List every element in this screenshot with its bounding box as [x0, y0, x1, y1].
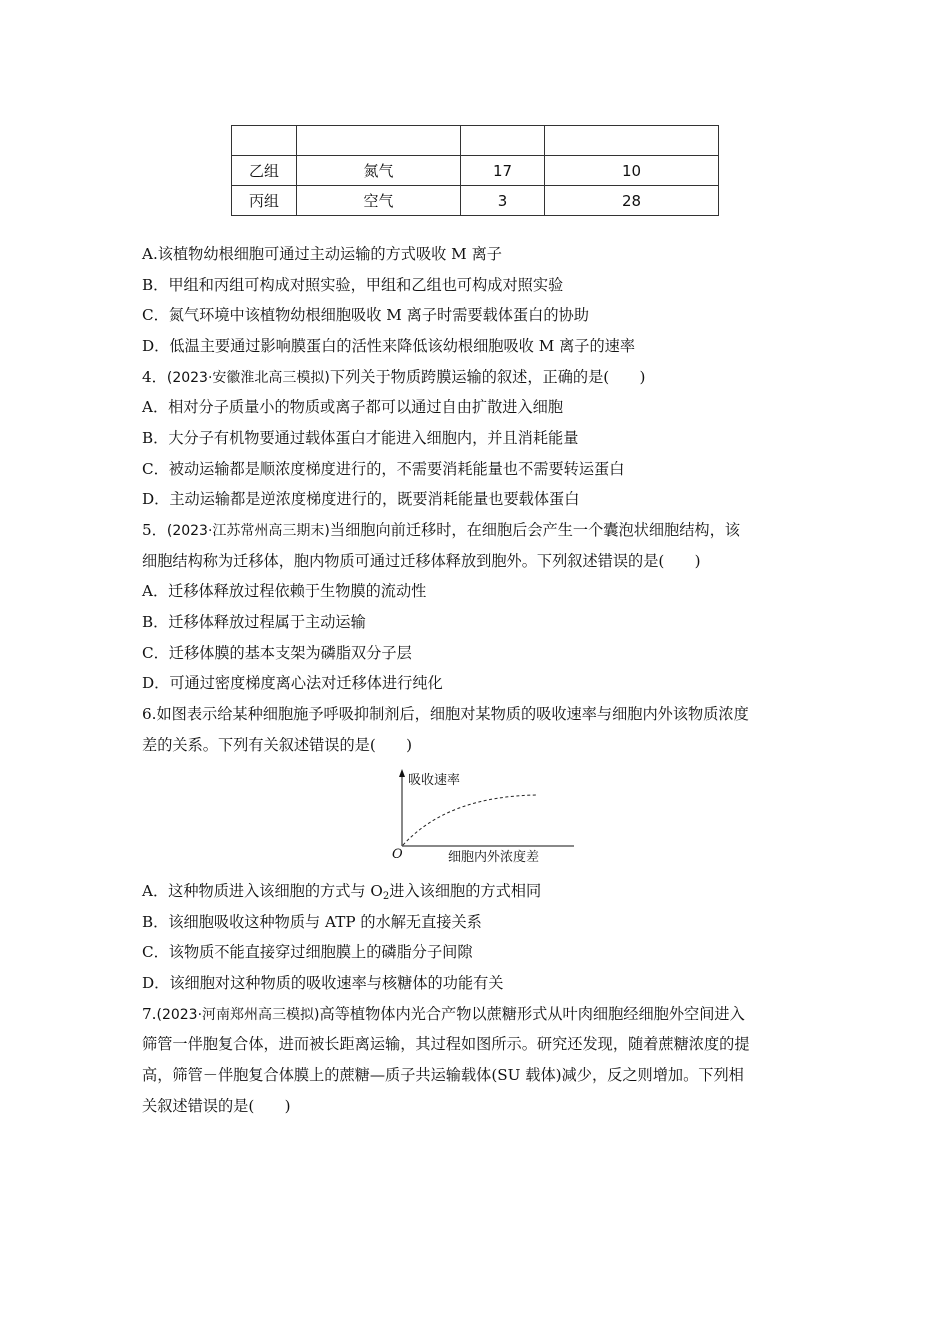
q7-stem-line-1: [142, 1004, 745, 1025]
q5-option-a: A．迁移体释放过程依赖于生物膜的流动性: [142, 582, 427, 600]
y-axis-arrow-icon: [399, 769, 405, 777]
experiment-table: [231, 125, 719, 216]
table-cell: 乙组: [232, 156, 297, 186]
question-text: 下列关于物质跨膜运输的叙述，正确的是( ): [329, 368, 646, 386]
y-axis-label: 吸收速率: [408, 773, 461, 788]
q5-stem-line-1: [142, 520, 740, 541]
x-axis-label: 细胞内外浓度差: [448, 850, 540, 865]
question-text: 高等植物体内光合产物以蔗糖形式从叶肉细胞经细胞外空间进入: [319, 1005, 745, 1023]
q4-option-c: C．被动运输都是顺浓度梯度进行的，不需要消耗能量也不需要转运蛋白: [142, 460, 625, 478]
q5-option-c: C．迁移体膜的基本支架为磷脂双分子层: [142, 644, 412, 662]
absorption-rate-graph: [388, 766, 588, 870]
table-cell: 氮气: [297, 156, 461, 186]
q4-option-a: A．相对分子质量小的物质或离子都可以通过自由扩散进入细胞: [142, 398, 564, 416]
table-row: [232, 126, 719, 156]
q6-option-d: D．该细胞对这种物质的吸收速率与核糖体的功能有关: [142, 974, 504, 992]
q4-option-b: B．大分子有机物要通过载体蛋白才能进入细胞内，并且消耗能量: [142, 429, 579, 447]
table-cell: [232, 126, 297, 156]
q3-option-d: D．低温主要通过影响膜蛋白的活性来降低该幼根细胞吸收 M 离子的速率: [142, 337, 636, 355]
table-cell: 空气: [297, 186, 461, 216]
question-source: (2023·河南郑州高三模拟): [156, 1007, 320, 1023]
q6-option-a: A．这种物质进入该细胞的方式与 $O_2$进入该细胞的方式相同: [142, 882, 542, 902]
question-number: 7.: [142, 1005, 157, 1023]
table-row: [232, 156, 719, 186]
q7-stem-line-3: 高，筛管－伴胞复合体膜上的蔗糖—质子共运输载体(SU 载体)减少，反之则增加。下列相: [142, 1066, 744, 1084]
subscript: 2: [382, 891, 390, 902]
question-number: 5．: [142, 521, 167, 539]
q6-option-b: B．该细胞吸收这种物质与 ATP 的水解无直接关系: [142, 913, 482, 931]
q4-stem: [142, 367, 645, 388]
absorption-curve: [403, 795, 538, 845]
q3-option-c: C．氮气环境中该植物幼根细胞吸收 M 离子时需要载体蛋白的协助: [142, 306, 589, 324]
question-number: 4．: [142, 368, 167, 386]
table-cell: 17: [461, 156, 545, 186]
table-cell: 3: [461, 186, 545, 216]
q6-option-c: C．该物质不能直接穿过细胞膜上的磷脂分子间隙: [142, 943, 473, 961]
q3-option-a: A.该植物幼根细胞可通过主动运输的方式吸收 M 离子: [142, 245, 502, 263]
q5-option-d: D．可通过密度梯度离心法对迁移体进行纯化: [142, 674, 443, 692]
q3-option-b: B．甲组和丙组可构成对照实验，甲组和乙组也可构成对照实验: [142, 276, 564, 294]
q5-stem-line-2: 细胞结构称为迁移体，胞内物质可通过迁移体释放到胞外。下列叙述错误的是( ): [142, 552, 701, 570]
table-cell: [545, 126, 719, 156]
question-source: (2023·安徽淮北高三模拟): [166, 370, 330, 386]
q7-stem-line-4: 关叙述错误的是( ): [142, 1097, 291, 1115]
q5-option-b: B．迁移体释放过程属于主动运输: [142, 613, 366, 631]
q4-option-d: D．主动运输都是逆浓度梯度进行的，既要消耗能量也要载体蛋白: [142, 490, 580, 508]
table-row: [232, 186, 719, 216]
table-cell: 10: [545, 156, 719, 186]
q6-stem-line-1: 6.如图表示给某种细胞施予呼吸抑制剂后，细胞对某物质的吸收速率与细胞内外该物质浓度: [142, 705, 749, 723]
table-cell: [461, 126, 545, 156]
table-cell: 28: [545, 186, 719, 216]
q6-stem-line-2: 差的关系。下列有关叙述错误的是( ): [142, 736, 413, 754]
origin-label: O: [392, 847, 403, 862]
q7-stem-line-2: 筛管一伴胞复合体，进而被长距离运输，其过程如图所示。研究还发现，随着蔗糖浓度的提: [142, 1035, 750, 1053]
table-cell: [297, 126, 461, 156]
question-source: (2023·江苏常州高三期末): [166, 523, 330, 539]
table-cell: 丙组: [232, 186, 297, 216]
question-text: 当细胞向前迁移时，在细胞后会产生一个囊泡状细胞结构，该: [329, 521, 740, 539]
